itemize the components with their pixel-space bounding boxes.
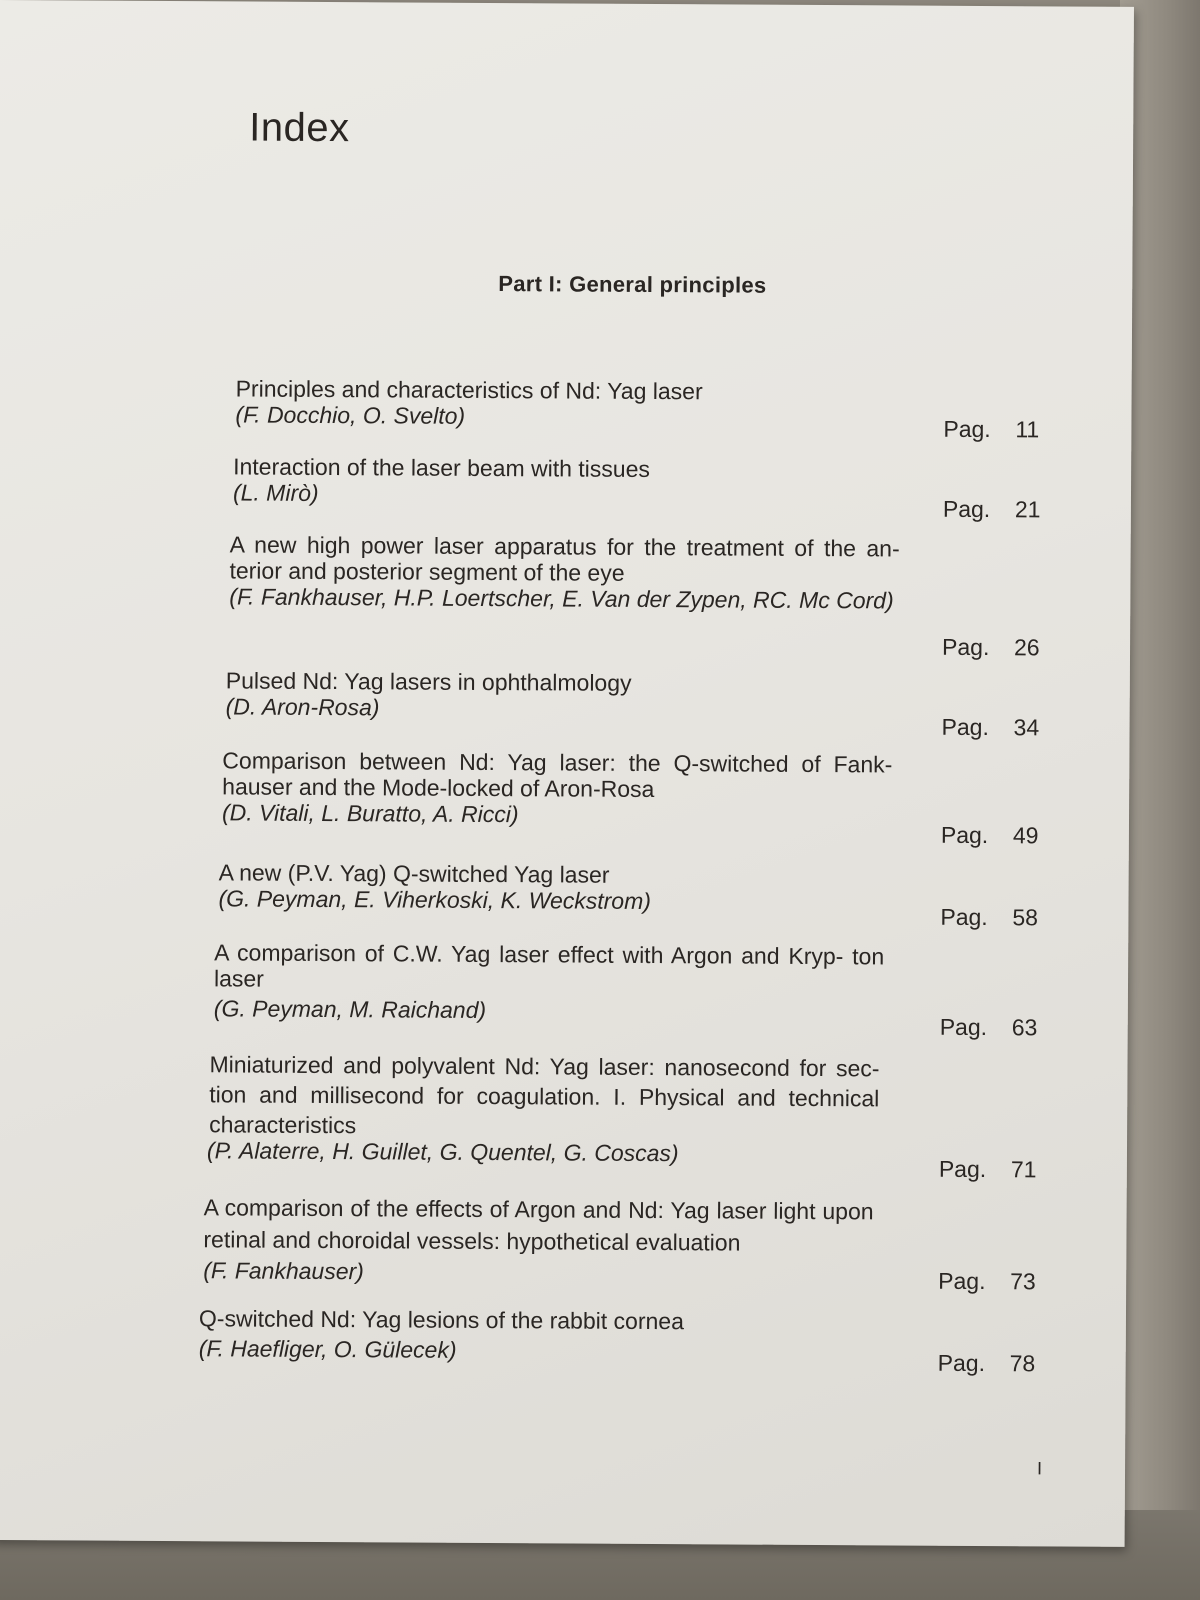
entry-page-number: 49 (1012, 822, 1039, 849)
entry-authors: (L. Mirò) (232, 479, 319, 506)
entry-page-number: 73 (1010, 1268, 1036, 1295)
entry-title: Comparison between Nd: Yag laser: the Q-switched of Fank- hauser and the Mode-locked of Aron-Rosa (222, 747, 893, 803)
entry-page-label: Pag. (941, 713, 989, 741)
entry-page-number: 21 (1014, 496, 1041, 523)
entry-page-number: 78 (1009, 1350, 1036, 1377)
entry-title: Miniaturized and polyvalent Nd: Yag laser: nanosecond for sec- tion and millisecond for coagulation. I. Physical and technical characteristics (209, 1051, 880, 1139)
entry-authors: (F. Haefliger, O. Gülecek) (198, 1335, 457, 1363)
entry-title: A new high power laser apparatus for the treatment of the an- terior and posterior segment of the eye (229, 531, 900, 586)
entry-page-label: Pag. (939, 1013, 988, 1041)
entry-title: Principles and characteristics of Nd: Yag laser (235, 375, 703, 405)
part-heading: Part I: General principles (498, 271, 767, 298)
entry-page-label: Pag. (940, 903, 988, 931)
entry-page-label: Pag. (943, 415, 991, 443)
entry-page-number: 34 (1013, 714, 1040, 741)
entry-title: Interaction of the laser beam with tissues (233, 453, 650, 482)
entry-page-number: 11 (1015, 416, 1040, 443)
entry-authors: (F. Docchio, O. Svelto) (235, 401, 466, 429)
entry-title: A comparison of C.W. Yag laser effect with Argon and Kryp- ton laser (213, 939, 885, 992)
entry-page-label: Pag. (941, 633, 990, 661)
entry-authors: (P. Alaterre, H. Guillet, G. Quentel, G. Coscas) (206, 1137, 679, 1167)
entry-authors: (G. Peyman, M. Raichand) (213, 995, 487, 1023)
entry-page-label: Pag. (938, 1267, 986, 1295)
entry-authors: (D. Vitali, L. Buratto, A. Ricci) (221, 799, 519, 828)
entry-title: Q-switched Nd: Yag lesions of the rabbit cornea (198, 1305, 684, 1335)
entry-authors: (D. Aron-Rosa) (225, 693, 380, 721)
entry-page-number: 58 (1012, 904, 1039, 931)
entry-authors: (F. Fankhauser) (203, 1257, 364, 1285)
entry-page-label: Pag. (938, 1155, 987, 1183)
entry-title: A comparison of the effects of Argon and Nd: Yag laser light upon retinal and choroidal vessels: hypothetical evaluation (203, 1194, 874, 1256)
entry-page-label: Pag. (940, 821, 989, 849)
entry-page-number: 71 (1010, 1156, 1037, 1183)
entry-page-number: 63 (1011, 1014, 1038, 1041)
entry-title: A new (P.V. Yag) Q-switched Yag laser (218, 859, 610, 888)
entry-page-label: Pag. (942, 495, 991, 523)
footer-page-number: I (1036, 1458, 1043, 1479)
entry-authors: (F. Fankhauser, H.P. Loertscher, E. Van der Zypen, RC. Mc Cord) (229, 583, 894, 614)
page-title: Index (249, 105, 350, 151)
entry-page-number: 26 (1013, 634, 1040, 661)
entry-title: Pulsed Nd: Yag lasers in ophthalmology (225, 667, 632, 696)
entry-page-label: Pag. (937, 1349, 986, 1377)
entry-authors: (G. Peyman, E. Viherkoski, K. Weckstrom) (218, 885, 652, 914)
